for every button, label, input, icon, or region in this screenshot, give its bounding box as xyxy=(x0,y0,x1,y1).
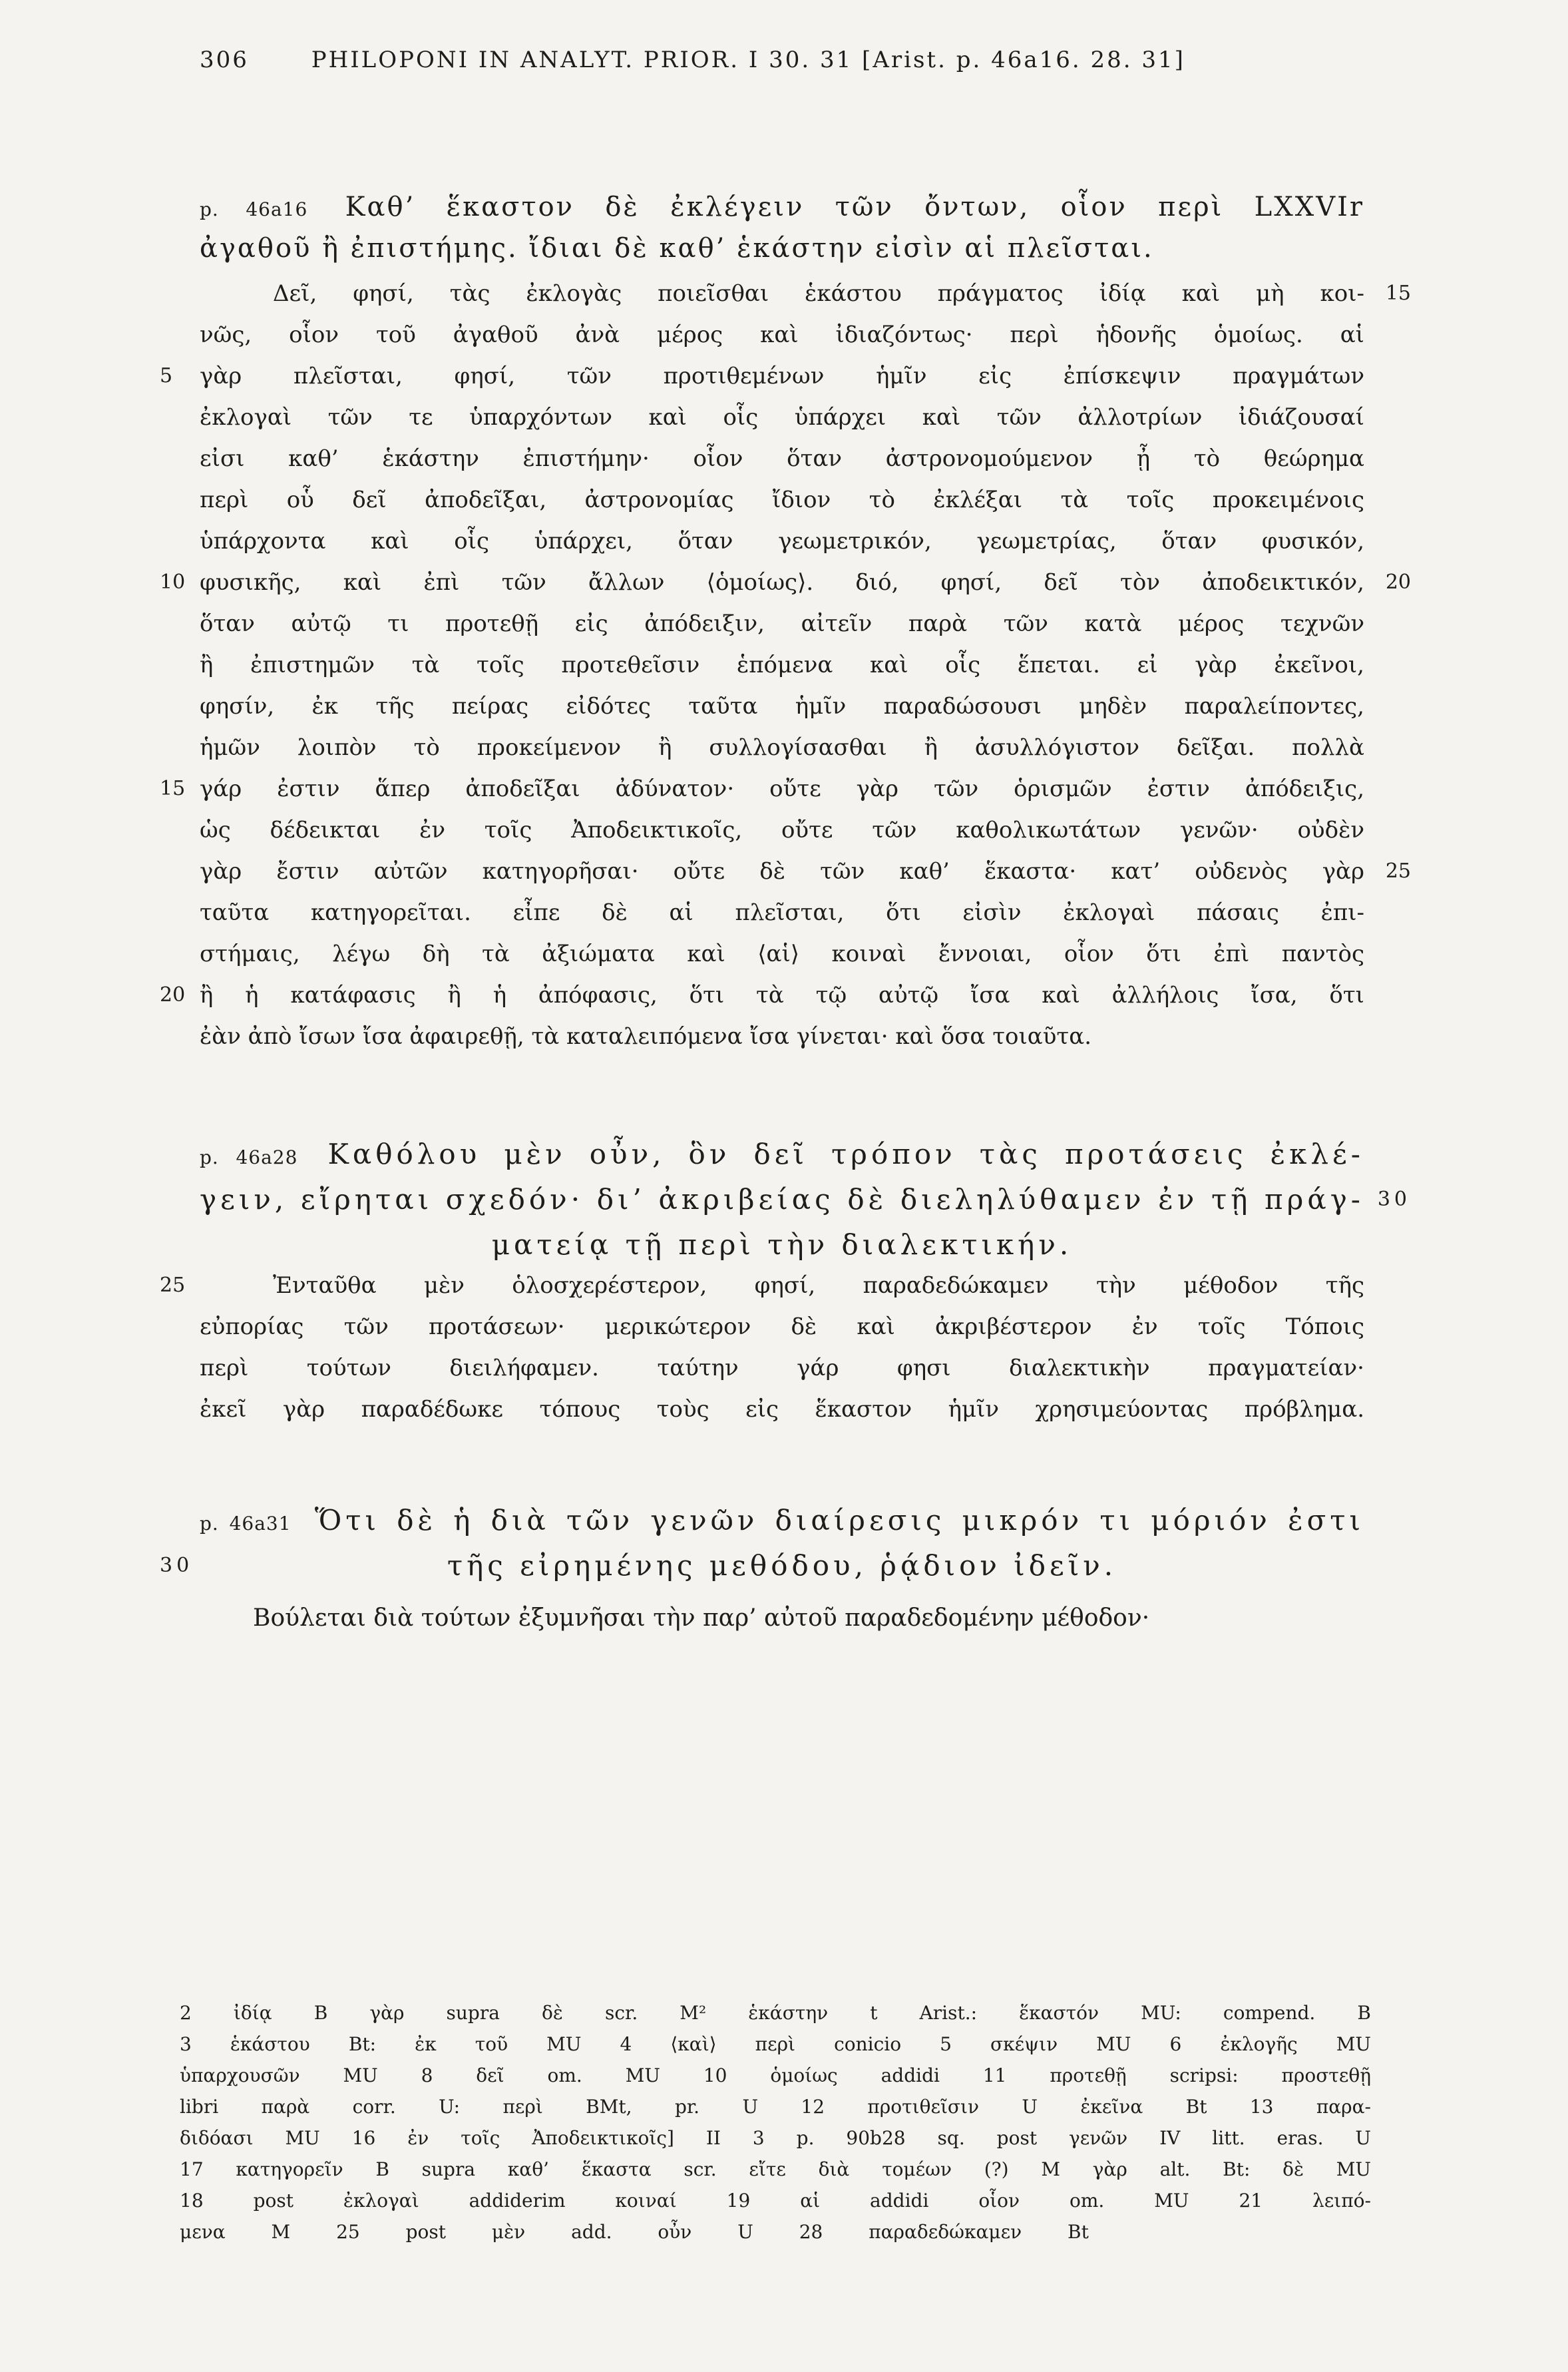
commentary-line xyxy=(200,1016,1364,1057)
line-number: 10 xyxy=(160,571,186,594)
apparatus-line: μενα M 25 post μὲν add. οὖν U 28 παραδεδώκαμεν Bt xyxy=(180,2221,1089,2243)
commentary-2 xyxy=(160,1265,1364,1430)
lemma-text-line: ἀγαθοῦ ἢ ἐπιστήμης. ἴδιαι δὲ καθ’ ἑκάστην εἰσὶν αἱ πλεῖσται. xyxy=(200,233,1154,264)
running-header xyxy=(200,47,1364,73)
commentary-text: εὐπορίας τῶν προτάσεων· μερικώτερον δὲ καὶ ἀκριβέστερον ἐν τοῖς Τόποις xyxy=(200,1313,1364,1340)
commentary-line xyxy=(200,851,1411,892)
commentary-text: ἐκλογαὶ τῶν τε ὑπαρχόντων καὶ οἷς ὑπάρχει καὶ τῶν ἀλλοτρίων ἰδιάζουσαί xyxy=(200,404,1364,431)
line-number: 20 xyxy=(1385,571,1411,594)
commentary-line xyxy=(200,644,1364,686)
commentary-line xyxy=(200,1306,1364,1347)
lemma-text-line: τῆς εἰρημένης μεθόδου, ῥᾴδιον ἰδεῖν. xyxy=(447,1549,1117,1582)
commentary-text: φυσικῆς, καὶ ἐπὶ τῶν ἄλλων ⟨ὁμοίως⟩. διό, φησί, δεῖ τὸν ἀποδεικτικόν, xyxy=(200,569,1364,596)
commentary-line: Βούλεται διὰ τούτων ἐξυμνῆσαι τὴν παρ’ αὐτοῦ παραδεδομένην μέθοδον· xyxy=(253,1604,1150,1632)
lemma-text-line: ματείᾳ τῇ περὶ τὴν διαλεκτικήν. xyxy=(491,1228,1073,1261)
commentary-text: ὅταν αὐτῷ τι προτεθῇ εἰς ἀπόδειξιν, αἰτεῖν παρὰ τῶν κατὰ μέρος τεχνῶν xyxy=(200,610,1364,637)
commentary-line xyxy=(200,892,1364,933)
commentary-text: εἰσι καθ’ ἑκάστην ἐπιστήμην· οἷον ὅταν ἀστρονομούμενον ᾖ τὸ θεώρημα xyxy=(200,445,1364,472)
commentary-text: ἐκεῖ γὰρ παραδέδωκε τόπους τοὺς εἰς ἕκαστον ἡμῖν χρησιμεύοντας πρόβλημα. xyxy=(200,1396,1364,1423)
commentary-line xyxy=(200,933,1364,975)
running-title: PHILOPONI IN ANALYT. PRIOR. I 30. 31 [Arist. p. 46a16. 28. 31] xyxy=(311,47,1185,73)
commentary-text: γὰρ ἔστιν αὐτῶν κατηγορῆσαι· οὔτε δὲ τῶν καθ’ ἕκαστα· κατ’ οὐδενὸς γὰρ xyxy=(200,858,1364,885)
commentary-line xyxy=(200,273,1411,314)
apparatus-line: 2 ἰδίᾳ B γὰρ supra δὲ scr. M² ἑκάστην t Arist.: ἕκαστόν MU: compend. B xyxy=(180,2002,1371,2024)
commentary-text: ὑπάρχοντα καὶ οἷς ὑπάρχει, ὅταν γεωμετρικόν, γεωμετρίας, ὅταν φυσικόν, xyxy=(200,528,1364,555)
commentary-line xyxy=(200,727,1364,768)
commentary-line xyxy=(160,562,1411,603)
commentary-line xyxy=(200,686,1364,727)
commentary-text: ἡμῶν λοιπὸν τὸ προκείμενον ἢ συλλογίσασθαι ἢ ἀσυλλόγιστον δεῖξαι. πολλὰ xyxy=(200,734,1364,761)
commentary-text: νῶς, οἷον τοῦ ἀγαθοῦ ἀνὰ μέρος καὶ ἰδιαζόντως· περὶ ἡδονῆς ὁμοίως. αἱ xyxy=(200,322,1364,348)
lemma-1 xyxy=(200,186,1364,269)
lemma-ref: p. 46a31 xyxy=(200,1513,292,1535)
lemma-ref: p. 46a16 xyxy=(200,198,308,220)
commentary-line xyxy=(200,603,1364,644)
commentary-line xyxy=(200,810,1364,851)
critical-apparatus xyxy=(180,1997,1371,2248)
commentary-3 xyxy=(200,1598,1364,1639)
commentary-line xyxy=(160,768,1364,810)
lemma-text-line: Καθόλου μὲν οὖν, ὃν δεῖ τρόπον τὰς προτάσεις ἐκλέ- xyxy=(327,1138,1364,1170)
commentary-text: στήμαις, λέγω δὴ τὰ ἀξιώματα καὶ ⟨αἱ⟩ κοιναὶ ἔννοιαι, οἷον ὅτι ἐπὶ παντὸς xyxy=(200,941,1364,967)
line-number: 30 xyxy=(1377,1188,1411,1211)
page-number: 306 xyxy=(200,47,249,73)
commentary-text: ἢ ἡ κατάφασις ἢ ἡ ἀπόφασις, ὅτι τὰ τῷ αὐτῷ ἴσα καὶ ἀλλήλοις ἴσα, ὅτι xyxy=(200,982,1364,1009)
apparatus-line: libri παρὰ corr. U: περὶ BMt, pr. U 12 προτιθεῖσιν U ἐκεῖνα Bt 13 παρα- xyxy=(180,2096,1371,2118)
lemma-ref: p. 46a28 xyxy=(200,1146,298,1168)
line-number: 15 xyxy=(1385,282,1411,305)
line-number: 5 xyxy=(160,364,173,387)
lemma-text-line: γειν, εἴρηται σχεδόν· δι’ ἀκριβείας δὲ διεληλύθαμεν ἐν τῇ πράγ- xyxy=(200,1183,1364,1216)
commentary-text: γὰρ πλεῖσται, φησί, τῶν προτιθεμένων ἡμῖν εἰς ἐπίσκεψιν πραγμάτων xyxy=(200,363,1364,389)
line-number: 15 xyxy=(160,777,186,800)
commentary-line xyxy=(200,1389,1364,1430)
commentary-text: γάρ ἐστιν ἅπερ ἀποδεῖξαι ἀδύνατον· οὔτε γὰρ τῶν ὁρισμῶν ἐστιν ἀπόδειξις, xyxy=(200,776,1364,802)
commentary-line xyxy=(200,438,1364,479)
commentary-text: περὶ οὗ δεῖ ἀποδεῖξαι, ἀστρονομίας ἴδιον τὸ ἐκλέξαι τὰ τοῖς προκειμένοις xyxy=(200,487,1364,513)
commentary-line xyxy=(160,975,1364,1016)
line-number: 25 xyxy=(160,1274,186,1297)
commentary-line xyxy=(160,1265,1364,1306)
commentary-text: ταῦτα κατηγορεῖται. εἶπε δὲ αἱ πλεῖσται, ὅτι εἰσὶν ἐκλογαὶ πάσαις ἐπι- xyxy=(200,899,1364,926)
commentary-text: φησίν, ἐκ τῆς πείρας εἰδότες ταῦτα ἡμῖν παραδώσουσι μηδὲν παραλείποντες, xyxy=(200,693,1364,720)
commentary-text: περὶ τούτων διειλήφαμεν. ταύτην γάρ φησι διαλεκτικὴν πραγματείαν· xyxy=(200,1355,1364,1381)
apparatus-line: 18 post ἐκλογαὶ addiderim κοιναί 19 αἱ addidi οἷον om. MU 21 λειπό- xyxy=(180,2190,1371,2212)
commentary-line xyxy=(200,521,1364,562)
commentary-1 xyxy=(160,273,1411,1057)
line-number: 20 xyxy=(160,983,186,1007)
commentary-line xyxy=(200,397,1364,438)
apparatus-line: διδόασι MU 16 ἐν τοῖς Ἀποδεικτικοῖς] II 3 p. 90b28 sq. post γενῶν IV litt. eras. U xyxy=(180,2127,1371,2149)
commentary-line xyxy=(200,1347,1364,1389)
line-number: 25 xyxy=(1385,859,1411,883)
commentary-text: Δεῖ, φησί, τὰς ἐκλογὰς ποιεῖσθαι ἑκάστου πράγματος ἰδίᾳ καὶ μὴ κοι- xyxy=(273,280,1364,307)
commentary-text: ὡς δέδεικται ἐν τοῖς Ἀποδεικτικοῖς, οὔτε τῶν καθολικωτάτων γενῶν· οὐδὲν xyxy=(200,817,1364,843)
apparatus-line: ὑπαρχουσῶν MU 8 δεῖ om. MU 10 ὁμοίως addidi 11 προτεθῇ scripsi: προστεθῇ xyxy=(180,2064,1371,2086)
commentary-line xyxy=(200,314,1364,356)
apparatus-line: 3 ἑκάστου Bt: ἐκ τοῦ MU 4 ⟨καὶ⟩ περὶ conicio 5 σκέψιν MU 6 ἐκλογῆς MU xyxy=(180,2033,1371,2055)
apparatus-line: 17 κατηγορεῖν B supra καθ’ ἕκαστα scr. εἴτε διὰ τομέων (?) M γὰρ alt. Bt: δὲ MU xyxy=(180,2158,1371,2180)
commentary-line xyxy=(160,356,1364,397)
lemma-text-line: Ὅτι δὲ ἡ διὰ τῶν γενῶν διαίρεσις μικρόν τι μόριόν ἐστι xyxy=(314,1504,1364,1537)
lemma-text-line: Καθ’ ἕκαστον δὲ ἐκλέγειν τῶν ὄντων, οἷον περὶ LXXVIr xyxy=(345,192,1365,222)
lemma-3 xyxy=(160,1498,1364,1588)
commentary-text: Ἐνταῦθα μὲν ὁλοσχερέστερον, φησί, παραδεδώκαμεν τὴν μέθοδον τῆς xyxy=(273,1272,1364,1299)
commentary-text: ἢ ἐπιστημῶν τὰ τοῖς προτεθεῖσιν ἑπόμενα καὶ οἷς ἕπεται. εἰ γὰρ ἐκεῖνοι, xyxy=(200,652,1364,678)
lemma-2 xyxy=(200,1132,1411,1268)
line-number: 30 xyxy=(160,1554,194,1577)
commentary-text: ἐὰν ἀπὸ ἴσων ἴσα ἀφαιρεθῇ, τὰ καταλειπόμενα ἴσα γίνεται· καὶ ὅσα τοιαῦτα. xyxy=(200,1023,1092,1050)
commentary-line xyxy=(200,479,1364,521)
